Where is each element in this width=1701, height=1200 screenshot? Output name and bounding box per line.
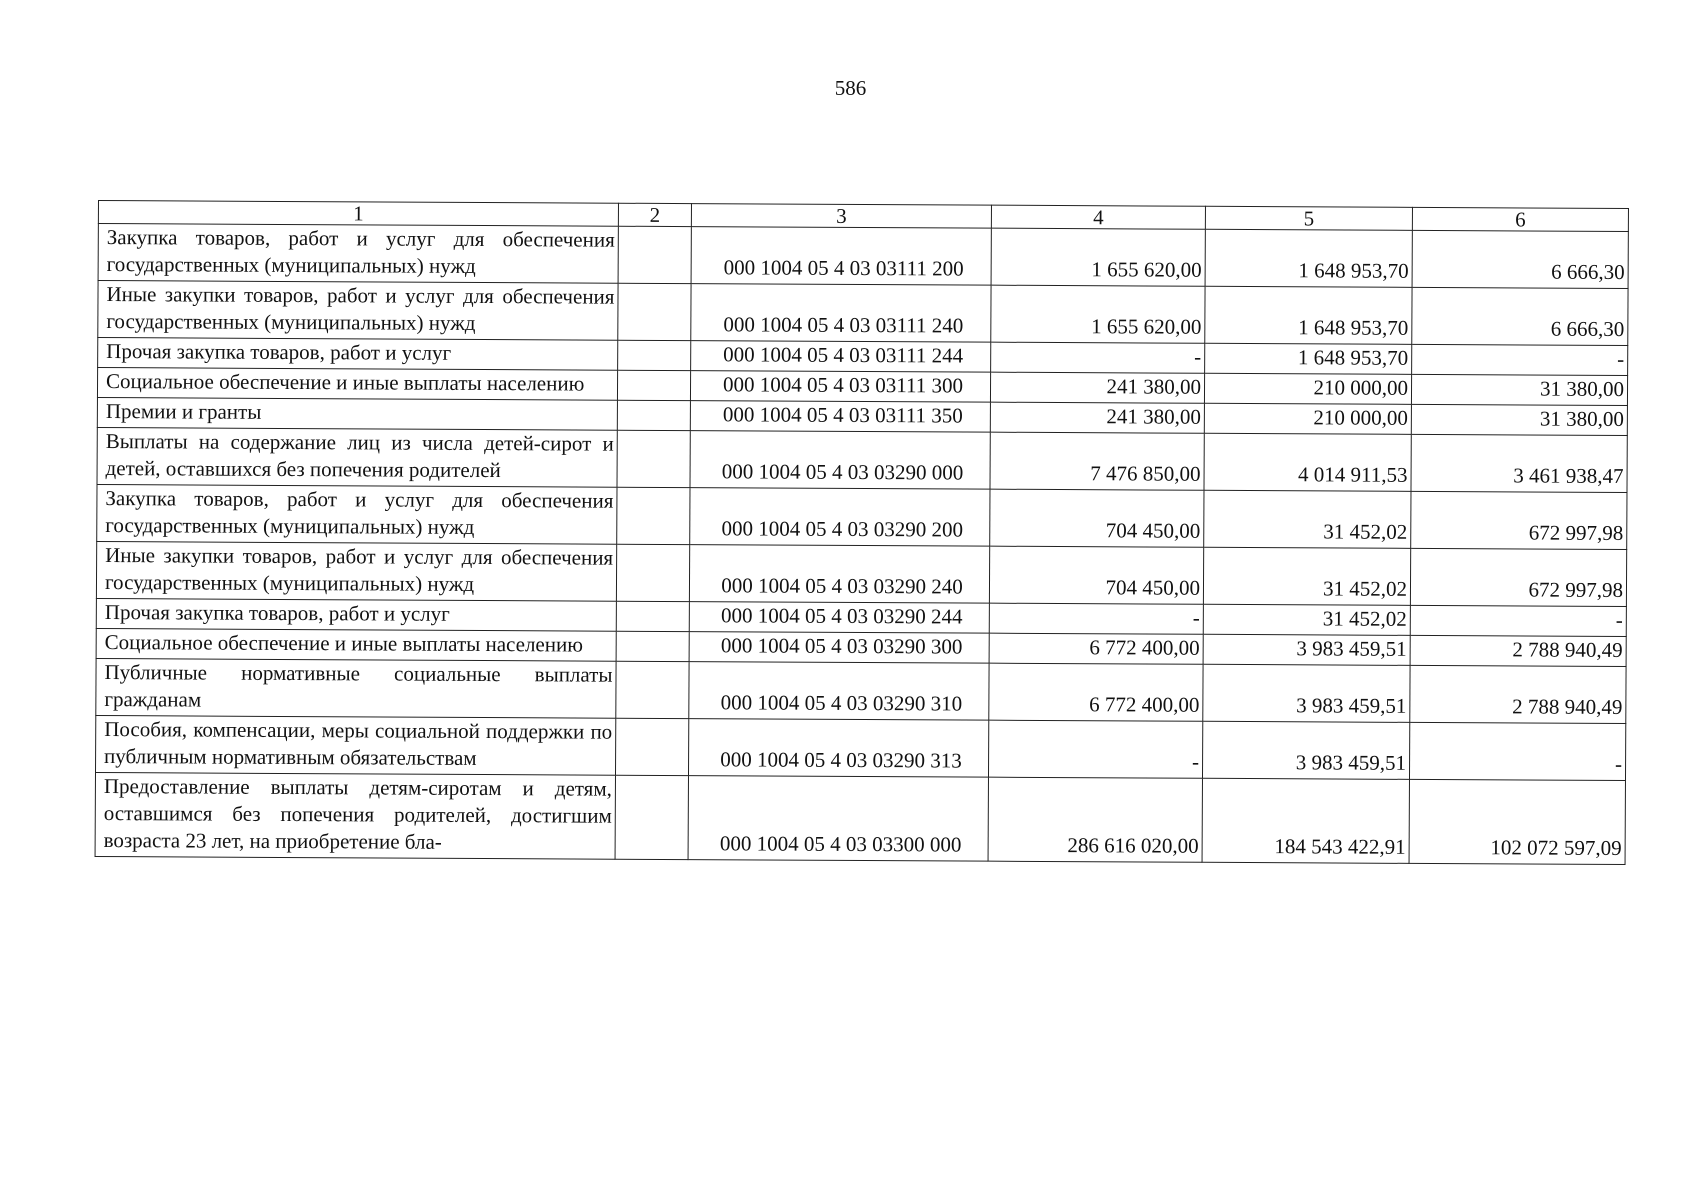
row-col4: 6 772 400,00 xyxy=(989,663,1203,721)
table-row xyxy=(97,484,1627,549)
row-col5: 3 983 459,51 xyxy=(1202,721,1409,779)
row-col6: 102 072 597,09 xyxy=(1409,779,1625,864)
row-col6: - xyxy=(1410,605,1626,636)
row-col2 xyxy=(616,631,689,661)
row-code: 000 1004 05 4 03 03111 300 xyxy=(690,371,990,403)
row-col2 xyxy=(615,775,688,859)
column-header: 5 xyxy=(1205,206,1412,230)
row-col4: 6 772 400,00 xyxy=(989,633,1203,664)
row-col2 xyxy=(615,718,688,775)
row-col4: 286 616 020,00 xyxy=(988,777,1202,862)
row-code: 000 1004 05 4 03 03290 310 xyxy=(689,662,989,721)
table-row xyxy=(96,715,1626,780)
row-name: Пособия, компенсации, меры социальной поддержки по публичным нормативным обязательствам xyxy=(96,715,616,775)
row-col5: 31 452,02 xyxy=(1203,547,1410,605)
row-col2 xyxy=(617,430,690,487)
row-col2 xyxy=(616,601,689,631)
row-name: Выплаты на содержание лиц из числа детей-сирот и детей, оставшихся без попечения родителей xyxy=(97,427,617,487)
row-name: Иные закупки товаров, работ и услуг для обеспечения государственных (муниципальных) нужд xyxy=(98,281,618,341)
row-col4: 7 476 850,00 xyxy=(990,432,1204,490)
row-col5: 3 983 459,51 xyxy=(1203,664,1410,722)
row-name: Премии и гранты xyxy=(97,397,617,430)
row-code: 000 1004 05 4 03 03111 240 xyxy=(691,284,991,343)
row-col5: 1 648 953,70 xyxy=(1205,229,1412,287)
row-code: 000 1004 05 4 03 03290 313 xyxy=(688,719,988,778)
row-code: 000 1004 05 4 03 03111 244 xyxy=(691,341,991,373)
column-header: 1 xyxy=(98,201,618,227)
column-header: 4 xyxy=(991,205,1205,229)
row-code: 000 1004 05 4 03 03290 244 xyxy=(689,602,989,634)
row-col5: 184 543 422,91 xyxy=(1202,778,1409,863)
row-col4: 1 655 620,00 xyxy=(991,228,1205,286)
row-col5: 3 983 459,51 xyxy=(1203,634,1410,665)
row-col6: - xyxy=(1412,344,1628,375)
row-name: Социальное обеспечение и иные выплаты населению xyxy=(96,628,616,661)
row-col6: 6 666,30 xyxy=(1412,287,1628,345)
row-col6: 672 997,98 xyxy=(1410,548,1626,606)
row-col4: 704 450,00 xyxy=(990,489,1204,547)
row-col2 xyxy=(617,400,690,430)
row-code: 000 1004 05 4 03 03290 240 xyxy=(689,545,989,604)
column-header: 6 xyxy=(1412,207,1628,231)
table-row xyxy=(95,772,1625,864)
row-col4: - xyxy=(991,342,1205,373)
row-col4: 1 655 620,00 xyxy=(991,285,1205,343)
row-col4: - xyxy=(989,603,1203,634)
row-name: Прочая закупка товаров, работ и услуг xyxy=(96,598,616,631)
row-col6: 672 997,98 xyxy=(1411,491,1627,549)
row-code: 000 1004 05 4 03 03290 300 xyxy=(689,632,989,664)
row-col5: 1 648 953,70 xyxy=(1205,343,1412,374)
row-col5: 1 648 953,70 xyxy=(1205,286,1412,344)
row-col5: 31 452,02 xyxy=(1204,490,1411,548)
row-col4: 241 380,00 xyxy=(990,372,1204,403)
column-header: 2 xyxy=(618,203,691,226)
budget-table xyxy=(95,200,1629,865)
row-col2 xyxy=(618,226,691,283)
row-col5: 210 000,00 xyxy=(1204,373,1411,404)
row-col2 xyxy=(618,283,691,340)
row-col6: 31 380,00 xyxy=(1411,374,1627,405)
row-col5: 210 000,00 xyxy=(1204,403,1411,434)
row-name: Прочая закупка товаров, работ и услуг xyxy=(98,338,618,371)
page-number: 586 xyxy=(834,76,867,100)
table-row xyxy=(98,281,1628,346)
row-col2 xyxy=(618,340,691,370)
table-row xyxy=(96,541,1626,606)
row-col6: 2 788 940,49 xyxy=(1410,665,1626,723)
row-col5: 4 014 911,53 xyxy=(1204,433,1411,491)
row-col2 xyxy=(617,370,690,400)
row-col6: 2 788 940,49 xyxy=(1410,635,1626,666)
row-name: Закупка товаров, работ и услуг для обеспечения государственных (муниципальных) нужд xyxy=(98,224,618,284)
row-col4: - xyxy=(988,720,1202,778)
row-name: Публичные нормативные социальные выплаты гражданам xyxy=(96,658,616,718)
row-code: 000 1004 05 4 03 03300 000 xyxy=(688,776,988,862)
row-name: Иные закупки товаров, работ и услуг для обеспечения государственных (муниципальных) нужд xyxy=(96,541,616,601)
row-col2 xyxy=(616,661,689,718)
table-row xyxy=(96,658,1626,723)
row-col4: 241 380,00 xyxy=(990,402,1204,433)
row-col6: - xyxy=(1409,722,1625,780)
row-code: 000 1004 05 4 03 03111 350 xyxy=(690,401,990,433)
row-col6: 6 666,30 xyxy=(1412,230,1628,288)
table-row xyxy=(98,224,1628,289)
column-header: 3 xyxy=(691,204,991,229)
row-name: Социальное обеспечение и иные выплаты населению xyxy=(97,368,617,401)
row-code: 000 1004 05 4 03 03290 200 xyxy=(690,488,990,547)
row-code: 000 1004 05 4 03 03111 200 xyxy=(691,227,991,286)
row-col6: 3 461 938,47 xyxy=(1411,434,1627,492)
row-col5: 31 452,02 xyxy=(1203,604,1410,635)
row-col6: 31 380,00 xyxy=(1411,404,1627,435)
row-code: 000 1004 05 4 03 03290 000 xyxy=(690,431,990,490)
row-col2 xyxy=(617,487,690,544)
row-name: Предоставление выплаты детям-сиротам и детям, оставшимся без попечения родителей, достигшим возраста 23 лет, на приобретение бла- xyxy=(95,772,615,859)
row-col4: 704 450,00 xyxy=(989,546,1203,604)
row-col2 xyxy=(616,544,689,601)
table-row xyxy=(97,427,1627,492)
row-name: Закупка товаров, работ и услуг для обеспечения государственных (муниципальных) нужд xyxy=(97,484,617,544)
